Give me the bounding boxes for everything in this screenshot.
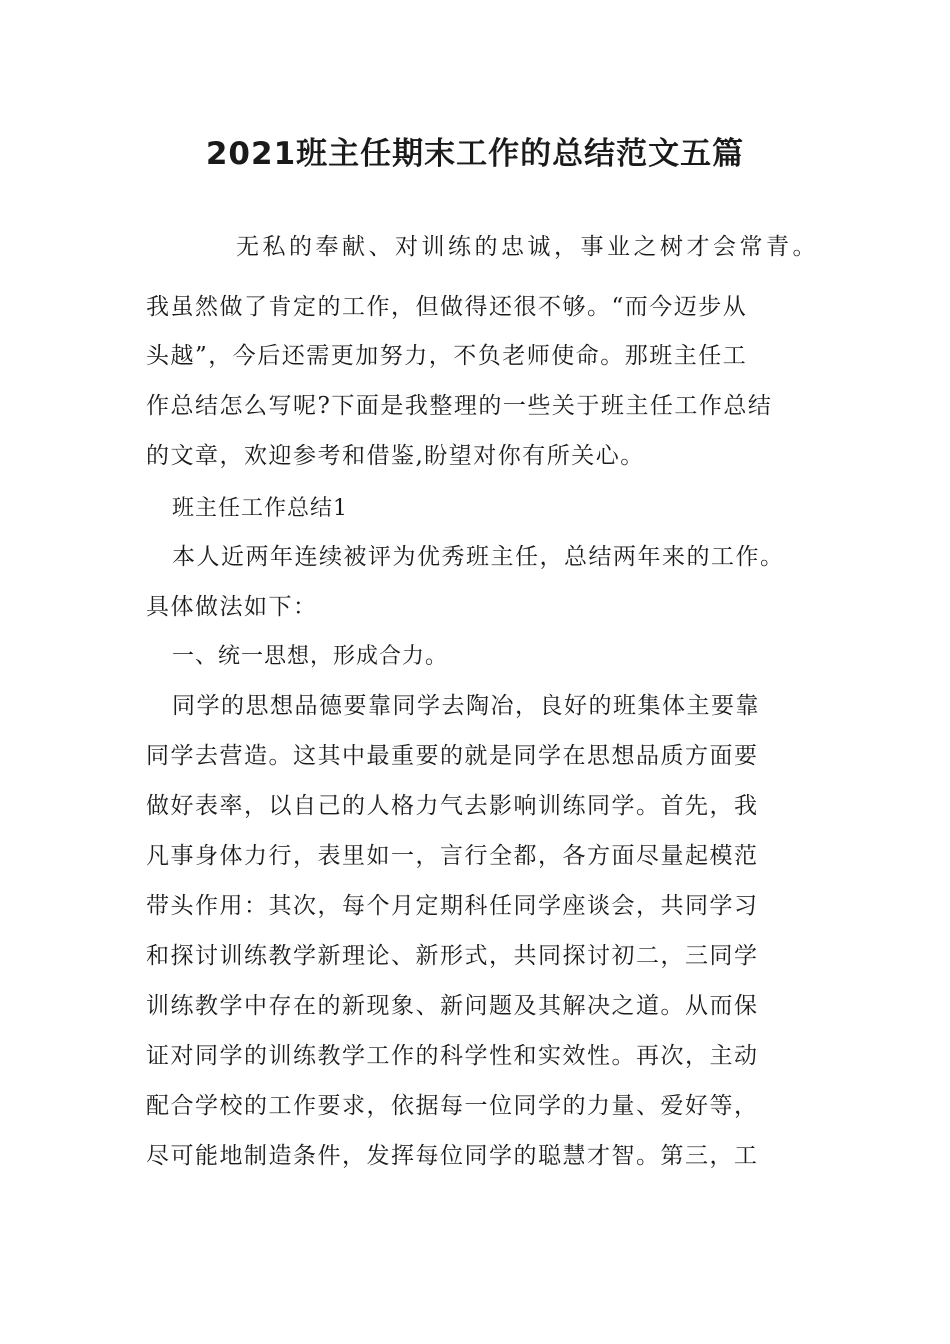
section-heading: 班主任工作总结1: [172, 496, 348, 521]
document-title: 2021班主任期末工作的总结范文五篇: [205, 136, 745, 172]
paragraph-line: 我虽然做了肯定的工作，但做得还很不够。“而今迈步从: [146, 294, 748, 320]
paragraph-line: 证对同学的训练教学工作的科学性和实效性。再次，主动: [146, 1043, 759, 1069]
paragraph-line: 作总结怎么写呢?下面是我整理的一些关于班主任工作总结: [146, 393, 773, 419]
paragraph-line: 带头作用：其次，每个月定期科任同学座谈会，共同学习: [146, 893, 759, 919]
paragraph-line: 头越”，今后还需更加努力，不负老师使命。那班主任工: [146, 343, 748, 369]
section-heading: 一、统一思想，形成合力。: [172, 644, 449, 669]
paragraph-line: 同学的思想品德要靠同学去陶冶，良好的班集体主要靠: [172, 693, 760, 719]
paragraph-line: 同学去营造。这其中最重要的就是同学在思想品质方面要: [146, 743, 759, 769]
paragraph-line: 本人近两年连续被评为优秀班主任，总结两年来的工作。: [172, 544, 785, 570]
paragraph-line: 的文章，欢迎参考和借鉴,盼望对你有所关心。: [146, 443, 645, 469]
paragraph-line: 训练教学中存在的新现象、新问题及其解决之道。从而保: [146, 993, 759, 1019]
paragraph-line: 尽可能地制造条件，发挥每位同学的聪慧才智。第三，工: [146, 1143, 759, 1169]
paragraph-line: 凡事身体力行，表里如一，言行全都，各方面尽量起模范: [146, 843, 759, 869]
paragraph-line: 做好表率，以自己的人格力气去影响训练同学。首先，我: [146, 793, 759, 819]
paragraph-line: 无私的奉献、对训练的忠诚，事业之树才会常青。: [236, 234, 819, 260]
paragraph-line: 配合学校的工作要求，依据每一位同学的力量、爱好等，: [146, 1093, 759, 1119]
paragraph-line: 和探讨训练教学新理论、新形式，共同探讨初二，三同学: [146, 943, 759, 969]
paragraph-line: 具体做法如下：: [146, 594, 318, 620]
